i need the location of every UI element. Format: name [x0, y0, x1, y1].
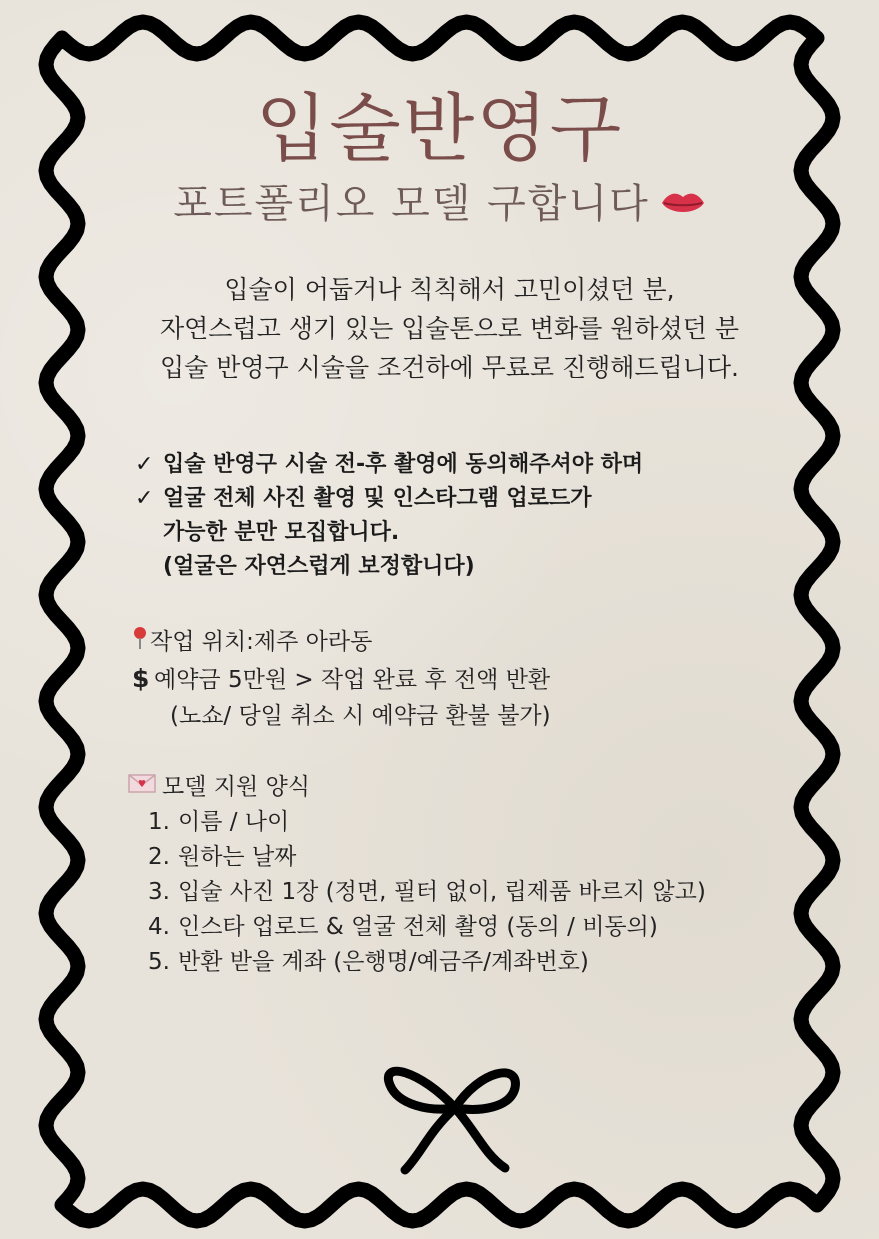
form-item-number: 1.: [148, 809, 170, 835]
form-item-number: 5.: [148, 949, 170, 975]
subtitle-text: 포트폴리오 모델 구합니다: [173, 181, 650, 227]
form-item: [128, 875, 706, 910]
page-title: 입술반영구: [255, 86, 624, 172]
form-item-text: 반환 받을 계좌 (은행명/예금주/계좌번호): [178, 949, 589, 975]
love-letter-icon: [128, 770, 156, 805]
location-text: 작업 위치:제주 아라동: [150, 629, 373, 655]
form-item: [128, 805, 706, 840]
form-heading-row: [128, 770, 706, 805]
form-item-text: 인스타 업로드 & 얼굴 전체 촬영 (동의 / 비동의): [178, 914, 658, 940]
check-icon: ✓: [135, 452, 154, 477]
form-item-number: 2.: [148, 844, 170, 870]
form-item: [128, 945, 706, 980]
pin-icon: [132, 625, 148, 661]
form-item-text: 입술 사진 1장 (정면, 필터 없이, 립제품 바르지 않고): [178, 879, 706, 905]
application-form-section: [128, 770, 706, 980]
intro-line: 입술이 어둡거나 칙칙해서 고민이셨던 분,: [224, 275, 675, 304]
condition-text: 입술 반영구 시술 전-후 촬영에 동의해주셔야 하며: [163, 452, 644, 477]
deposit-note: (노쇼/ 당일 취소 시 예약금 환불 불가): [170, 702, 551, 729]
form-item: [128, 840, 706, 875]
location-row: [132, 624, 551, 661]
condition-text: 얼굴 전체 사진 촬영 및 인스타그램 업로드가: [163, 486, 592, 511]
intro-line: 자연스럽고 생기 있는 입술톤으로 변화를 원하셨던 분: [160, 314, 739, 343]
deposit-row: [132, 661, 551, 698]
conditions-list: [135, 448, 643, 584]
form-item: [128, 910, 706, 945]
condition-item: [135, 482, 643, 516]
form-item-number: 3.: [148, 879, 170, 905]
intro-text: [60, 270, 839, 387]
check-icon: ✓: [135, 486, 154, 511]
bow-icon: [388, 1071, 515, 1170]
deposit-text: 예약금 5만원 > 작업 완료 후 전액 반환: [154, 666, 551, 693]
intro-line: 입술 반영구 시술을 조건하에 무료로 진행해드립니다.: [160, 353, 739, 382]
condition-item: [135, 448, 643, 482]
dollar-icon: $: [132, 663, 150, 693]
form-item-text: 이름 / 나이: [178, 809, 290, 835]
form-heading: 모델 지원 양식: [162, 774, 310, 800]
condition-text: 가능한 분만 모집합니다.: [163, 520, 400, 545]
lips-icon: [660, 183, 706, 229]
condition-note: (얼굴은 자연스럽게 보정합니다): [163, 554, 475, 579]
info-section: [132, 624, 551, 734]
form-item-number: 4.: [148, 914, 170, 940]
form-item-text: 원하는 날짜: [178, 844, 297, 870]
subtitle: [0, 172, 879, 229]
